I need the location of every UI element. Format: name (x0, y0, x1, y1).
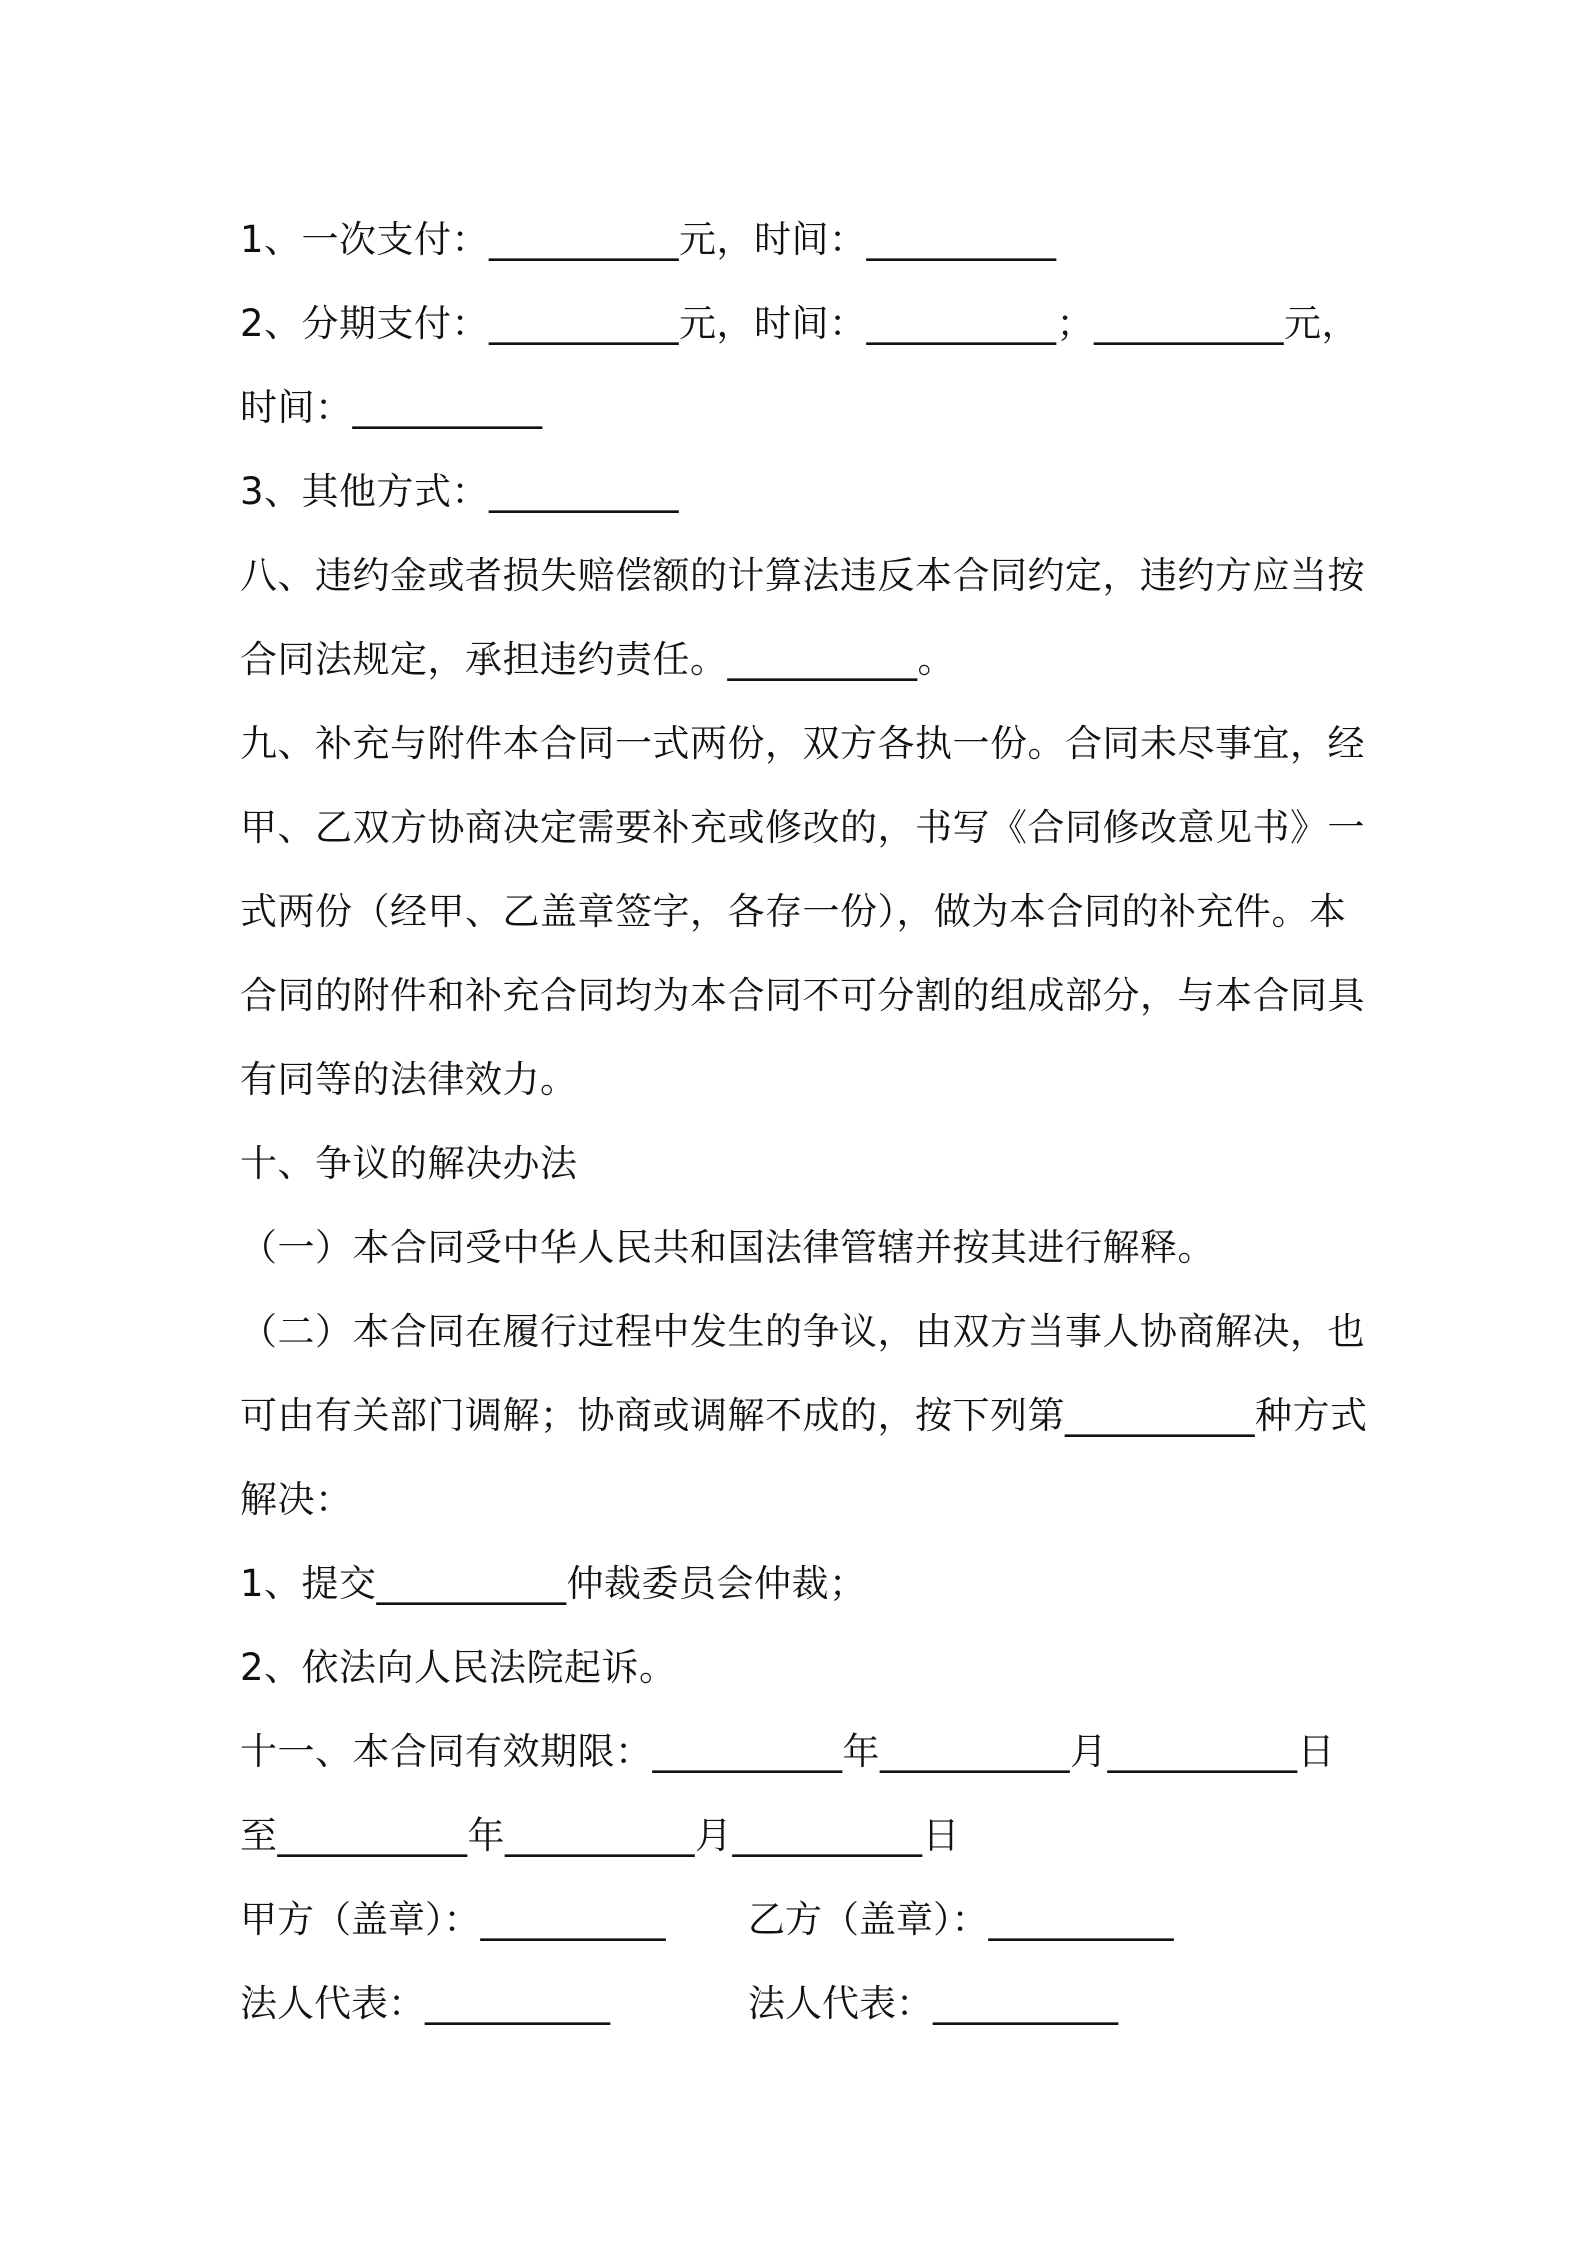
signature-rep-row (240, 1962, 1360, 2046)
clause-9-line-2: 甲、乙双方协商决定需要补充或修改的，书写《合同修改意见书》一 (240, 806, 1365, 849)
clause-10-item-2-line-1: （二）本合同在履行过程中发生的争议，由双方当事人协商解决，也 (240, 1310, 1365, 1353)
clause-10-item-2-line-3: 解决： (240, 1478, 353, 1521)
party-b-seal: 乙方（盖章）：__________ (748, 1898, 1174, 1941)
clause-9-line-5: 有同等的法律效力。 (240, 1058, 578, 1101)
clause-8-line-1: 八、违约金或者损失赔偿额的计算法违反本合同约定，违约方应当按 (240, 554, 1365, 597)
clause-10-item-1: （一）本合同受中华人民共和国法律管辖并按其进行解释。 (240, 1226, 1215, 1269)
payment-installment: 2、分期支付：__________元，时间：__________；__________元， (240, 302, 1360, 345)
party-a-representative: 法人代表：__________ (240, 1982, 610, 2025)
dispute-option-court: 2、依法向人民法院起诉。 (240, 1646, 677, 1689)
payment-lump-sum: 1、一次支付：__________元，时间：__________ (240, 218, 1057, 261)
clause-10-heading: 十、争议的解决办法 (240, 1142, 578, 1185)
clause-10-item-2-line-2: 可由有关部门调解；协商或调解不成的，按下列第__________种方式 (240, 1394, 1368, 1437)
dispute-option-arbitration: 1、提交__________仲裁委员会仲裁； (240, 1562, 867, 1605)
clause-8-line-2: 合同法规定，承担违约责任。__________。 (240, 638, 955, 681)
clause-9-line-4: 合同的附件和补充合同均为本合同不可分割的组成部分，与本合同具 (240, 974, 1365, 1017)
payment-other: 3、其他方式：__________ (240, 470, 680, 513)
payment-installment-time: 时间：__________ (240, 386, 543, 429)
clause-11-validity-start: 十一、本合同有效期限：__________年__________月__________日 (240, 1730, 1335, 1773)
clause-9-line-3: 式两份（经甲、乙盖章签字，各存一份），做为本合同的补充件。本 (240, 890, 1347, 933)
clause-11-validity-end: 至__________年__________月__________日 (240, 1814, 960, 1857)
party-b-representative: 法人代表：__________ (748, 1982, 1118, 2025)
signature-seal-row (240, 1878, 1360, 1962)
party-a-seal: 甲方（盖章）：__________ (240, 1898, 666, 1941)
contract-body (240, 198, 1368, 2046)
clause-9-line-1: 九、补充与附件本合同一式两份，双方各执一份。合同未尽事宜，经 (240, 722, 1365, 765)
